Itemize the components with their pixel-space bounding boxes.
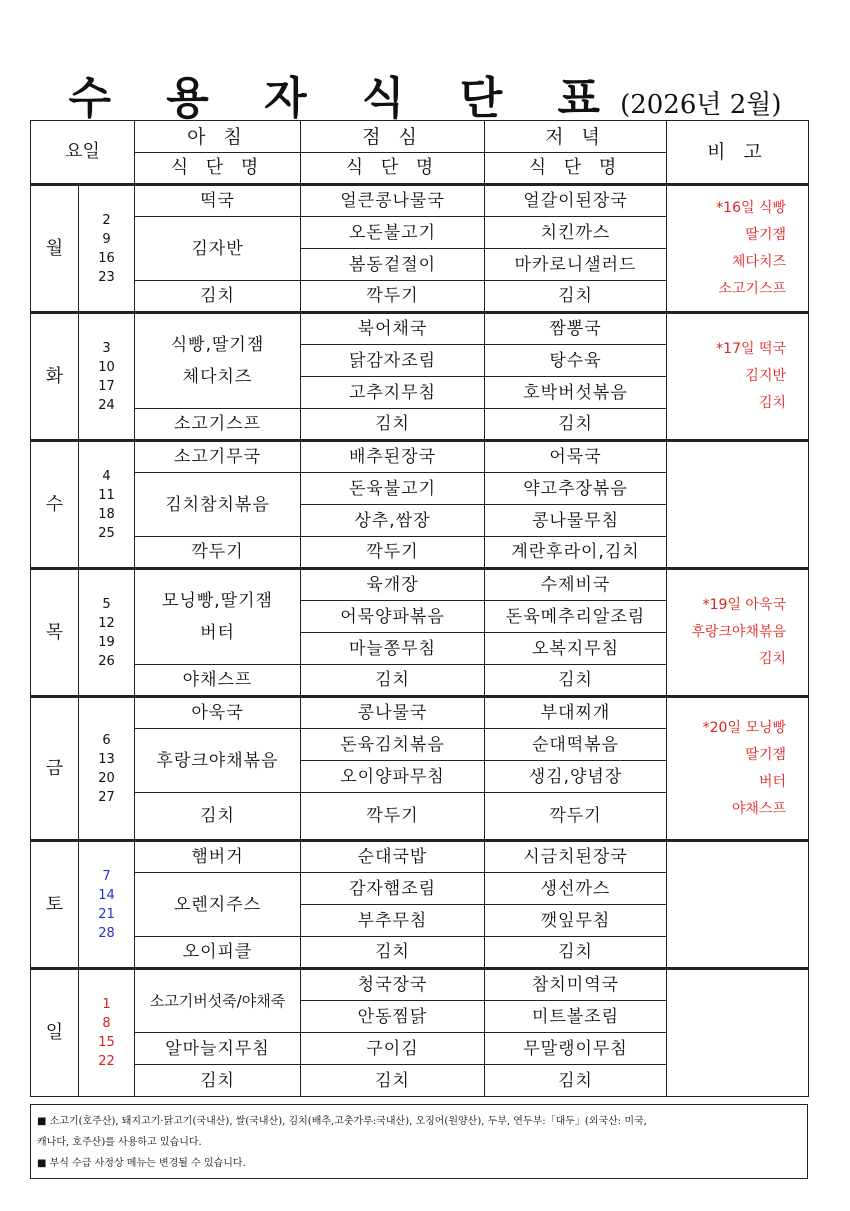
lunch-item: 마늘쫑무침 <box>301 633 485 665</box>
breakfast-item: 야채스프 <box>135 665 301 697</box>
remark-note <box>667 841 809 969</box>
dinner-item: 약고추장볶음 <box>485 473 667 505</box>
dinner-item: 수제비국 <box>485 569 667 601</box>
day-label: 일 <box>31 969 79 1097</box>
day-dates: 2 9 16 23 <box>79 185 135 313</box>
day-label: 목 <box>31 569 79 697</box>
dinner-item: 탕수육 <box>485 345 667 377</box>
dinner-item: 치킨까스 <box>485 217 667 249</box>
dinner-item: 무말랭이무침 <box>485 1033 667 1065</box>
lunch-item: 부추무침 <box>301 905 485 937</box>
breakfast-item: 떡국 <box>135 185 301 217</box>
header-breakfast-menu: 식 단 명 <box>135 153 301 185</box>
dinner-item: 순대떡볶음 <box>485 729 667 761</box>
breakfast-item: 후랑크야채볶음 <box>135 729 301 793</box>
day-label: 금 <box>31 697 79 841</box>
lunch-item: 깍두기 <box>301 793 485 841</box>
dinner-item: 김치 <box>485 665 667 697</box>
remark-note: *19일 아욱국 후랑크야채볶음 김치 <box>667 569 809 697</box>
remark-note <box>667 441 809 569</box>
dinner-item: 부대찌개 <box>485 697 667 729</box>
dinner-item: 오복지무침 <box>485 633 667 665</box>
breakfast-item: 김치 <box>135 1065 301 1097</box>
breakfast-item: 김자반 <box>135 217 301 281</box>
dinner-item: 깍두기 <box>485 793 667 841</box>
breakfast-item: 식빵,딸기잼 체다치즈 <box>135 313 301 409</box>
remark-note: *17일 떡국 김지반 김치 <box>667 313 809 441</box>
lunch-item: 육개장 <box>301 569 485 601</box>
breakfast-item: 소고기스프 <box>135 409 301 441</box>
day-label: 토 <box>31 841 79 969</box>
dinner-item: 김치 <box>485 937 667 969</box>
day-label: 월 <box>31 185 79 313</box>
lunch-item: 봄동겉절이 <box>301 249 485 281</box>
lunch-item: 순대국밥 <box>301 841 485 873</box>
day-dates: 5 12 19 26 <box>79 569 135 697</box>
dinner-item: 김치 <box>485 281 667 313</box>
footer-origin-line: ■ 소고기(호주산), 돼지고기·닭고기(국내산), 쌀(국내산), 김치(배추,고춧가루:국내산), 오징어(원양산), 두부, 연두부:「대두」(외국산: 미국, <box>37 1116 647 1127</box>
dinner-item: 얼갈이된장국 <box>485 185 667 217</box>
dinner-item: 생김,양념장 <box>485 761 667 793</box>
lunch-item: 김치 <box>301 409 485 441</box>
breakfast-item: 소고기버섯죽/야채죽 <box>135 969 301 1033</box>
dinner-item: 돈육메추리알조림 <box>485 601 667 633</box>
lunch-item: 감자햄조림 <box>301 873 485 905</box>
dinner-item: 짬뽕국 <box>485 313 667 345</box>
dinner-item: 참치미역국 <box>485 969 667 1001</box>
dinner-item: 김치 <box>485 409 667 441</box>
header-day: 요일 <box>31 121 135 185</box>
dinner-item: 호박버섯볶음 <box>485 377 667 409</box>
footer-change-notice: ■ 부식 수급 사정상 메뉴는 변경될 수 있습니다. <box>37 1158 246 1169</box>
lunch-item: 깍두기 <box>301 537 485 569</box>
dinner-item: 깻잎무침 <box>485 905 667 937</box>
lunch-item: 김치 <box>301 937 485 969</box>
breakfast-item: 김치 <box>135 281 301 313</box>
footer-notes <box>30 1104 808 1179</box>
dinner-item: 콩나물무침 <box>485 505 667 537</box>
dinner-item: 어묵국 <box>485 441 667 473</box>
header-dinner-menu: 식 단 명 <box>485 153 667 185</box>
header-lunch-menu: 식 단 명 <box>301 153 485 185</box>
lunch-item: 얼큰콩나물국 <box>301 185 485 217</box>
day-dates: 6 13 20 27 <box>79 697 135 841</box>
lunch-item: 청국장국 <box>301 969 485 1001</box>
breakfast-item: 오이피클 <box>135 937 301 969</box>
lunch-item: 돈육불고기 <box>301 473 485 505</box>
breakfast-item: 모닝빵,딸기잼 버터 <box>135 569 301 665</box>
breakfast-item: 소고기무국 <box>135 441 301 473</box>
footer-origin-line-cont: 캐나다, 호주산)를 사용하고 있습니다. <box>37 1137 202 1148</box>
day-label: 수 <box>31 441 79 569</box>
lunch-item: 어묵양파볶음 <box>301 601 485 633</box>
breakfast-item: 아욱국 <box>135 697 301 729</box>
breakfast-item: 알마늘지무침 <box>135 1033 301 1065</box>
title-period: (2026년 2월) <box>620 90 782 120</box>
lunch-item: 깍두기 <box>301 281 485 313</box>
title-main: 수 용 자 식 단 표 <box>68 73 621 124</box>
dinner-item: 시금치된장국 <box>485 841 667 873</box>
header-lunch: 점 심 <box>301 121 485 153</box>
lunch-item: 안동찜닭 <box>301 1001 485 1033</box>
page-title <box>0 62 850 126</box>
remark-note <box>667 969 809 1097</box>
day-dates: 1 8 15 22 <box>79 969 135 1097</box>
lunch-item: 북어채국 <box>301 313 485 345</box>
dinner-item: 생선까스 <box>485 873 667 905</box>
dinner-item: 마카로니샐러드 <box>485 249 667 281</box>
breakfast-item: 오렌지주스 <box>135 873 301 937</box>
breakfast-item: 김치참치볶음 <box>135 473 301 537</box>
dinner-item: 미트볼조림 <box>485 1001 667 1033</box>
lunch-item: 오돈불고기 <box>301 217 485 249</box>
lunch-item: 상추,쌈장 <box>301 505 485 537</box>
lunch-item: 오이양파무침 <box>301 761 485 793</box>
lunch-item: 배추된장국 <box>301 441 485 473</box>
lunch-item: 돈육김치볶음 <box>301 729 485 761</box>
menu-table <box>30 120 809 1097</box>
header-remarks: 비 고 <box>667 121 809 185</box>
lunch-item: 김치 <box>301 1065 485 1097</box>
lunch-item: 김치 <box>301 665 485 697</box>
day-dates: 7 14 21 28 <box>79 841 135 969</box>
dinner-item: 계란후라이,김치 <box>485 537 667 569</box>
lunch-item: 구이김 <box>301 1033 485 1065</box>
lunch-item: 고추지무침 <box>301 377 485 409</box>
remark-note: *20일 모닝빵 딸기잼 버터 야채스프 <box>667 697 809 841</box>
lunch-item: 콩나물국 <box>301 697 485 729</box>
dinner-item: 김치 <box>485 1065 667 1097</box>
day-dates: 3 10 17 24 <box>79 313 135 441</box>
remark-note: *16일 식빵 딸기잼 체다치즈 소고기스프 <box>667 185 809 313</box>
breakfast-item: 깍두기 <box>135 537 301 569</box>
day-dates: 4 11 18 25 <box>79 441 135 569</box>
header-breakfast: 아 침 <box>135 121 301 153</box>
breakfast-item: 김치 <box>135 793 301 841</box>
day-label: 화 <box>31 313 79 441</box>
header-dinner: 저 녁 <box>485 121 667 153</box>
breakfast-item: 햄버거 <box>135 841 301 873</box>
lunch-item: 닭감자조림 <box>301 345 485 377</box>
